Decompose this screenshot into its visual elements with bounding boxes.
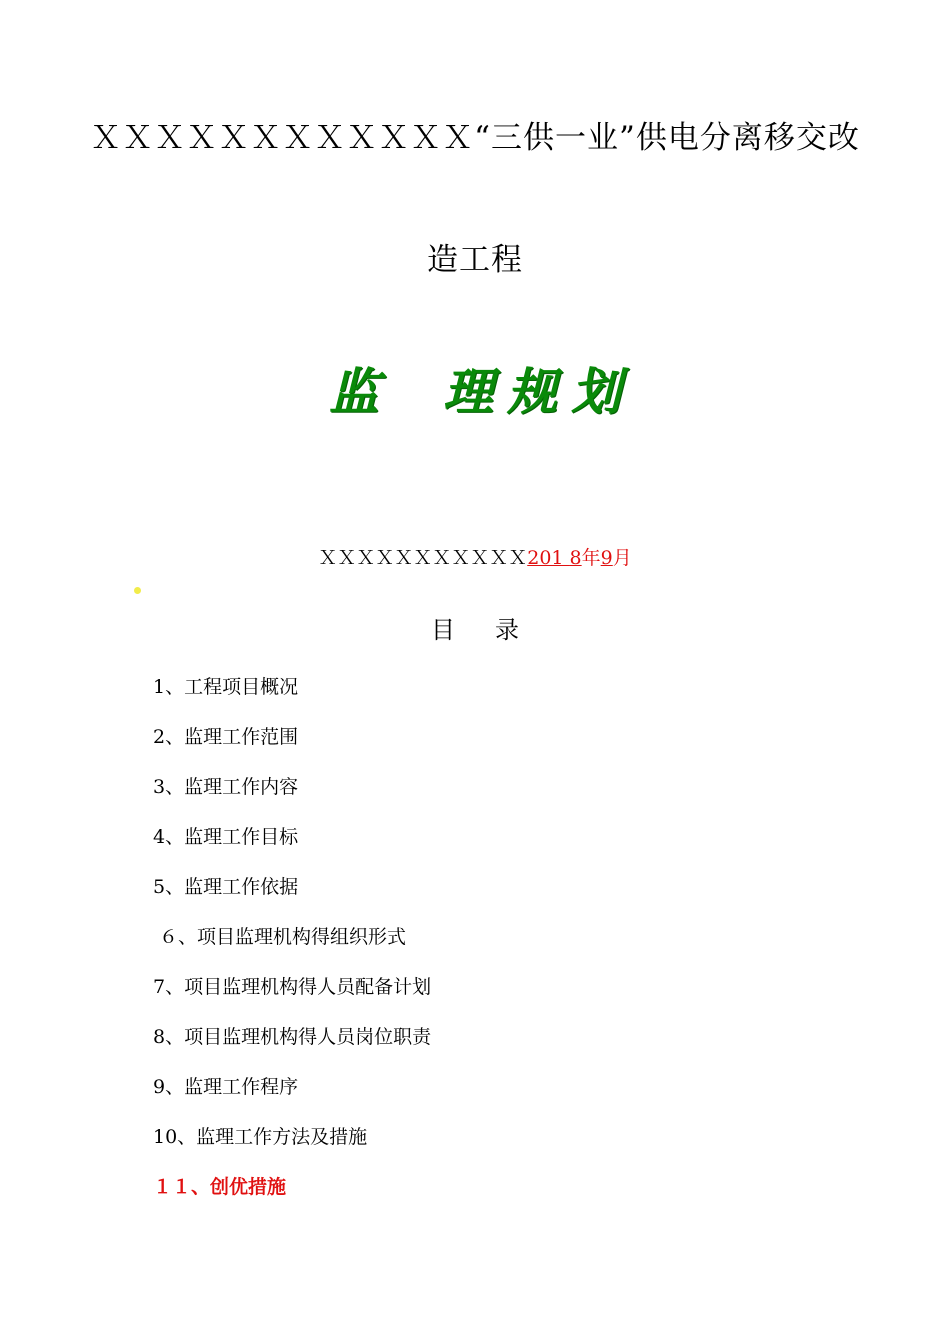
table-of-contents [153,674,431,1224]
main-heading-char-1: 监 [329,362,379,421]
toc-item: ６、项目监理机构得组织形式 [159,926,407,948]
toc-item: 10、监理工作方法及措施 [153,1126,368,1148]
toc-item: 8、项目监理机构得人员岗位职责 [153,1026,432,1048]
toc-item: 7、项目监理机构得人员配备计划 [153,976,432,998]
toc-item: 1、工程项目概况 [153,676,299,698]
document-title-line-1: ＸＸＸＸＸＸＸＸＸＸＸＸ“三供一业”供电分离移交改 [90,120,860,156]
toc-item: １１、创优措施 [153,1176,287,1198]
main-heading-char-4: 划 [571,362,621,421]
toc-heading-char-1: 目 [431,616,455,644]
yellow-dot-mark [134,587,141,594]
toc-heading [0,610,950,645]
date-year-digit: 8 [569,547,582,569]
organization-date-line [0,543,950,570]
toc-item: 2、监理工作范围 [153,726,299,748]
document-title-line-2: 造工程 [427,242,523,278]
main-heading [0,352,950,424]
main-heading-char-3: 规 [507,362,557,421]
toc-item: 9、监理工作程序 [153,1076,299,1098]
toc-item: 4、监理工作目标 [153,826,299,848]
date-year-prefix: 201 [527,547,564,569]
toc-item: 3、监理工作内容 [153,776,299,798]
date-month-char: 月 [612,547,632,569]
main-heading-char-2: 理 [443,362,493,421]
toc-item: 5、监理工作依据 [153,876,299,898]
date-year-char: 年 [581,547,601,569]
organization-name: ＸＸＸＸＸＸＸＸＸＸＸ [318,547,528,569]
toc-heading-char-2: 录 [495,616,519,644]
date-month-digit: 9 [600,547,613,569]
